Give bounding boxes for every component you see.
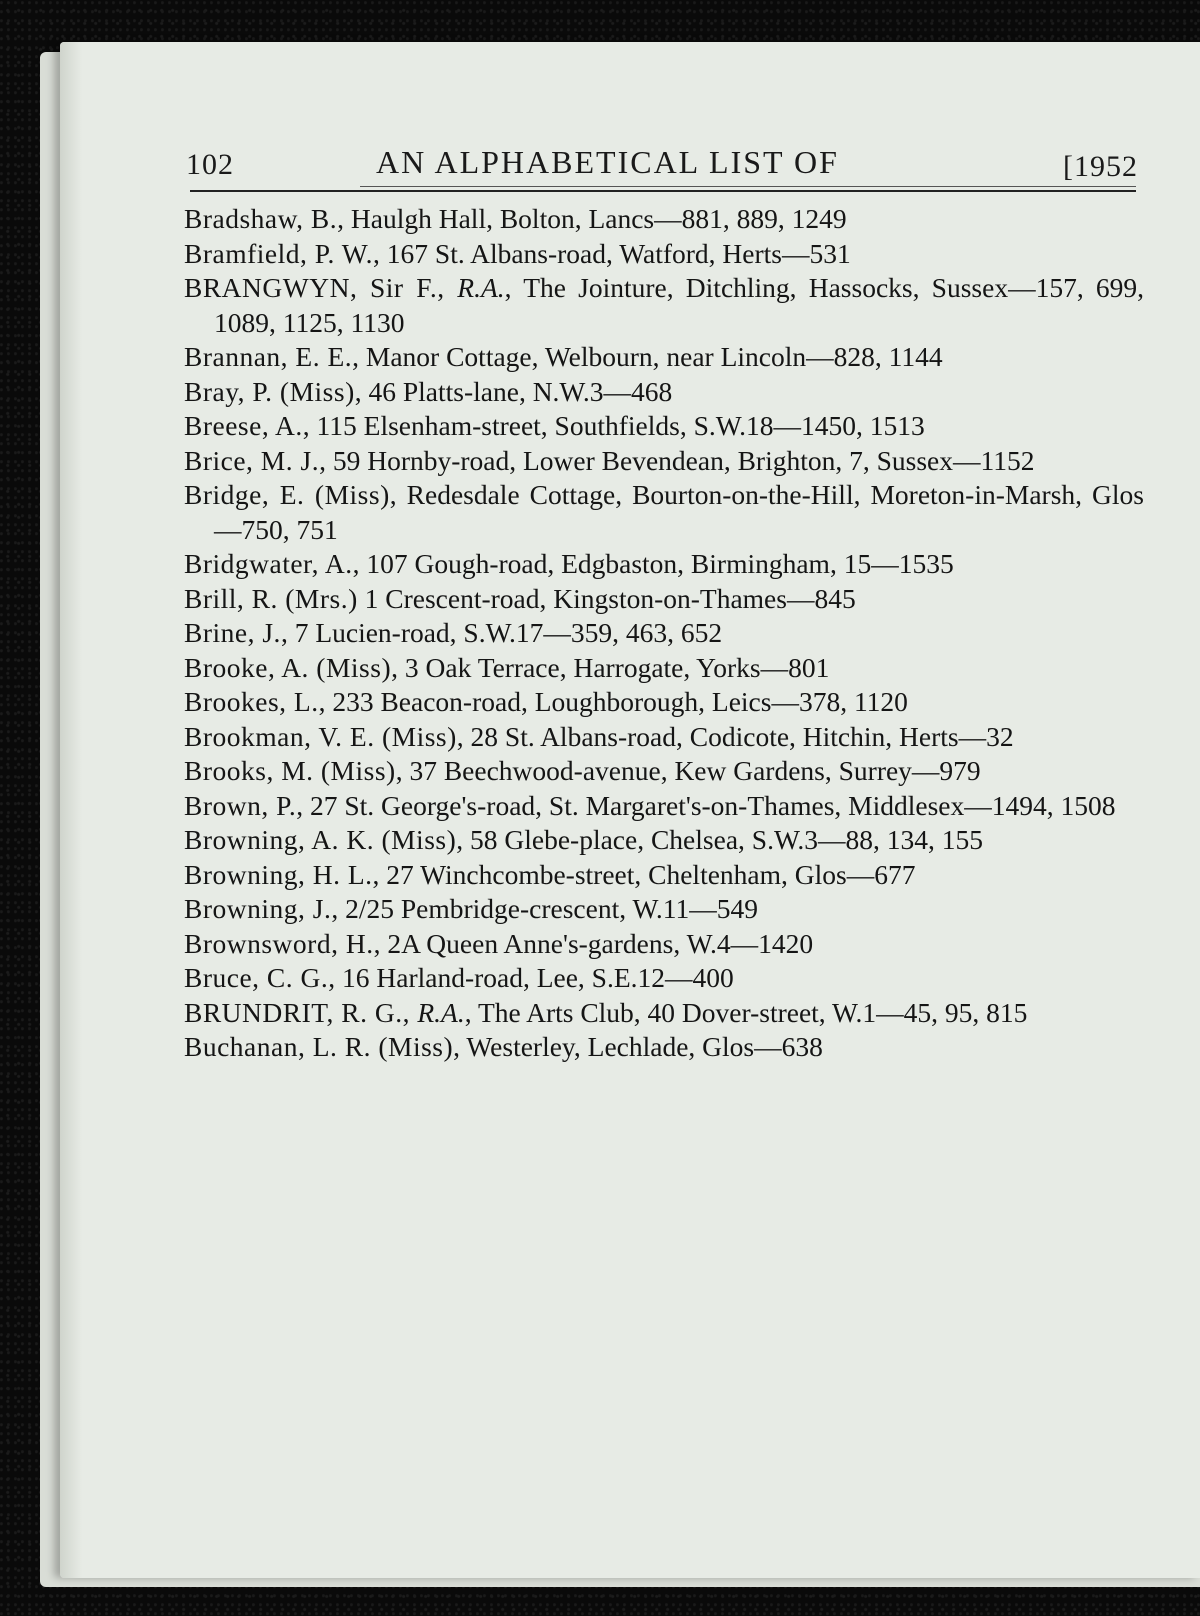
entry-name: BRANGWYN, Sir F., [184, 272, 458, 303]
header-year: [1952 [1063, 150, 1138, 183]
list-item [184, 478, 1144, 547]
list-item [184, 444, 1144, 479]
entry-name: Brannan, E. E. [184, 341, 353, 372]
entry-address-and-numbers: , 27 Winchcombe-street, Cheltenham, Glos—677 [372, 858, 916, 890]
list-item [184, 892, 1144, 927]
entry-address-and-numbers: , 7 Lucien-road, S.W.17—359, 463, 652 [280, 617, 723, 648]
list-item [184, 547, 1144, 582]
entry-name: Buchanan, L. R. (Miss) [184, 1031, 454, 1062]
entry-name: Browning, A. K. (Miss) [184, 824, 457, 855]
entry-name: Bridge, E. (Miss) [184, 479, 390, 510]
entry-address-and-numbers: , 16 Harland-road, Lee, S.E.12—400 [328, 962, 734, 993]
entry-address-and-numbers: 1 Crescent-road, Kingston-on-Thames—845 [357, 582, 856, 614]
entry-address-and-numbers: , 3 Oak Terrace, Harrogate, Yorks—801 [391, 651, 830, 683]
list-item [184, 202, 1144, 237]
entry-name: Brice, M. J. [184, 444, 320, 476]
list-item [184, 720, 1144, 755]
entry-name: Bramfield, P. W. [184, 237, 374, 269]
entry-address-and-numbers: , 46 Platts-lane, N.W.3—468 [354, 375, 673, 407]
entry-name: Brookman, V. E. (Miss) [184, 720, 457, 752]
entry-address-and-numbers: , 115 Elsenham-street, Southfields, S.W.18—1450, 1513 [302, 410, 925, 441]
list-item [184, 754, 1144, 789]
entry-title-honour: R.A. [457, 272, 505, 303]
list-item [184, 651, 1144, 686]
entry-name: Breese, A. [184, 410, 303, 441]
list-item [184, 685, 1144, 720]
entry-name: Brill, R. (Mrs.) [184, 582, 358, 614]
list-item [184, 996, 1144, 1031]
list-item [184, 823, 1144, 858]
entry-address-and-numbers: , Westerley, Lechlade, Glos—638 [453, 1031, 823, 1062]
entry-address-and-numbers: , 27 St. George's-road, St. Margaret's-on-Thames, Middlesex—1494, 1508 [296, 789, 1116, 821]
entry-address-and-numbers: , 59 Hornby-road, Lower Bevendean, Brighton, 7, Sussex—1152 [319, 444, 1035, 476]
entry-name: Brooks, M. (Miss) [184, 755, 396, 786]
list-item [184, 927, 1144, 962]
entry-address-and-numbers: , 37 Beechwood-avenue, Kew Gardens, Surrey—979 [395, 755, 981, 786]
list-item [184, 582, 1144, 617]
header-rule-thin [360, 186, 1136, 187]
entry-name: Brine, J. [184, 617, 281, 648]
entry-name: Bridgwater, A. [184, 548, 353, 579]
entry-address-and-numbers: , The Arts Club, 40 Dover-street, W.1—45, 95, 815 [464, 996, 1028, 1028]
entry-list [184, 202, 1144, 1065]
entry-name: Brooke, A. (Miss) [184, 651, 392, 683]
book-page [60, 42, 1200, 1578]
list-item [184, 1030, 1144, 1065]
entry-address-and-numbers: , 107 Gough-road, Edgbaston, Birmingham, 15—1535 [352, 548, 954, 579]
list-item [184, 271, 1144, 340]
page-number: 102 [186, 148, 234, 181]
entry-address-and-numbers: , Manor Cottage, Welbourn, near Lincoln—828, 1144 [352, 341, 943, 372]
header-rule [190, 190, 1136, 192]
entry-address-and-numbers: , Haulgh Hall, Bolton, Lancs—881, 889, 1249 [337, 203, 847, 234]
page-title: AN ALPHABETICAL LIST OF [376, 144, 839, 180]
entry-address-and-numbers: , Redesdale Cottage, Bourton-on-the-Hill, Moreton-in-Marsh, Glos—750, 751 [214, 479, 1144, 545]
entry-name: Brown, P. [184, 789, 297, 821]
entry-name: Bruce, C. G. [184, 962, 329, 993]
entry-address-and-numbers: , 2/25 Pembridge-crescent, W.11—549 [331, 893, 759, 924]
entry-name: Browning, H. L. [184, 858, 373, 890]
entry-address-and-numbers: , 2A Queen Anne's-gardens, W.4—1420 [373, 927, 814, 959]
entry-name: Bradshaw, B. [184, 203, 338, 234]
list-item [184, 237, 1144, 272]
list-item [184, 409, 1144, 444]
list-item [184, 961, 1144, 996]
list-item [184, 858, 1144, 893]
entry-name: Brownsword, H. [184, 927, 374, 959]
entry-address-and-numbers: , 233 Beacon-road, Loughborough, Leics—378, 1120 [318, 686, 908, 717]
entry-title-honour: R.A. [417, 996, 465, 1028]
list-item [184, 616, 1144, 651]
entry-name: Bray, P. (Miss) [184, 375, 355, 407]
entry-name: BRUNDRIT, R. G., [184, 996, 418, 1028]
entry-name: Brookes, L. [184, 686, 319, 717]
list-item [184, 340, 1144, 375]
entry-address-and-numbers: , 167 St. Albans-road, Watford, Herts—531 [373, 237, 851, 269]
entry-address-and-numbers: , The Jointure, Ditchling, Hassocks, Sussex—157, 699, 1089, 1125, 1130 [214, 272, 1145, 338]
entry-name: Browning, J. [184, 893, 332, 924]
entry-address-and-numbers: , 28 St. Albans-road, Codicote, Hitchin, Herts—32 [456, 720, 1014, 752]
list-item [184, 789, 1144, 824]
entry-address-and-numbers: , 58 Glebe-place, Chelsea, S.W.3—88, 134, 155 [456, 824, 983, 855]
list-item [184, 375, 1144, 410]
